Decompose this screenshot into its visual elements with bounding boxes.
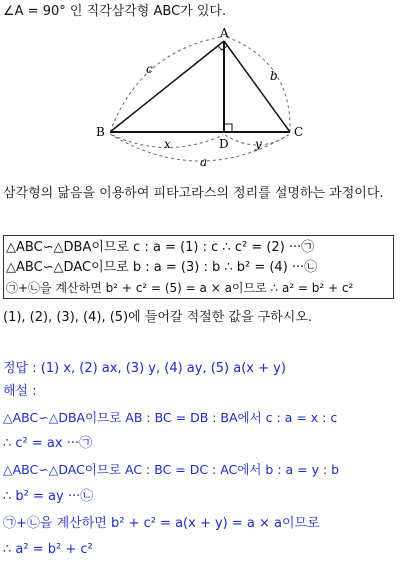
solution-heading: 해설 :	[3, 384, 37, 399]
label-x-seg: x	[164, 137, 171, 151]
solution-step-2: ∴ c² = ax ···㉠	[3, 436, 93, 451]
box-line-1: △ABC∽△DBA이므로 c : a = (1) : c ∴ c² = (2) ···㉠	[6, 240, 315, 255]
right-angle-d	[224, 124, 232, 132]
answer-line: 정답 : (1) x, (2) ax, (3) y, (4) ay, (5) a(x + y)	[3, 361, 286, 376]
task-text: 삼각형의 닮음을 이용하여 피타고라스의 정리를 설명하는 과정이다.	[3, 186, 384, 201]
label-a-vertex: A	[220, 26, 229, 40]
label-b-side: b	[270, 69, 278, 83]
label-a-side: a	[200, 155, 208, 169]
solution-step-3: △ABC∽△DAC이므로 AC : BC = DC : AC에서 b : a = y : b	[3, 462, 340, 477]
question-text: (1), (2), (3), (4), (5)에 들어갈 적절한 값을 구하시오.	[3, 310, 313, 325]
triangle-figure	[0, 22, 400, 172]
label-y-seg: y	[255, 137, 262, 151]
right-angle-a	[218, 46, 227, 50]
solution-step-6: ∴ a² = b² + c²	[3, 542, 93, 557]
box-line-2: △ABC∽△DAC이므로 b : a = (3) : b ∴ b² = (4) ···㉡	[6, 260, 318, 275]
side-ac	[224, 41, 290, 132]
label-c-side: c	[146, 62, 153, 76]
solution-step-5: ㉠+㉡을 계산하면 b² + c² = a(x + y) = a × a이므로	[3, 516, 320, 531]
label-b-vertex: B	[96, 125, 105, 139]
side-ab	[110, 41, 224, 132]
intro-text: ∠A = 90° 인 직각삼각형 ABC가 있다.	[3, 4, 227, 19]
solution-step-4: ∴ b² = ay ···㉡	[3, 489, 94, 504]
arc-b	[227, 37, 290, 132]
solution-step-1: △ABC∽△DBA이므로 AB : BC = DB : BA에서 c : a = x : c	[3, 410, 338, 425]
label-c-vertex: C	[294, 125, 304, 139]
box-line-3: ㉠+㉡을 계산하면 b² + c² = (5) = a × a이므로 ∴ a² = b² + c²	[6, 281, 354, 295]
label-d-vertex: D	[219, 137, 229, 151]
